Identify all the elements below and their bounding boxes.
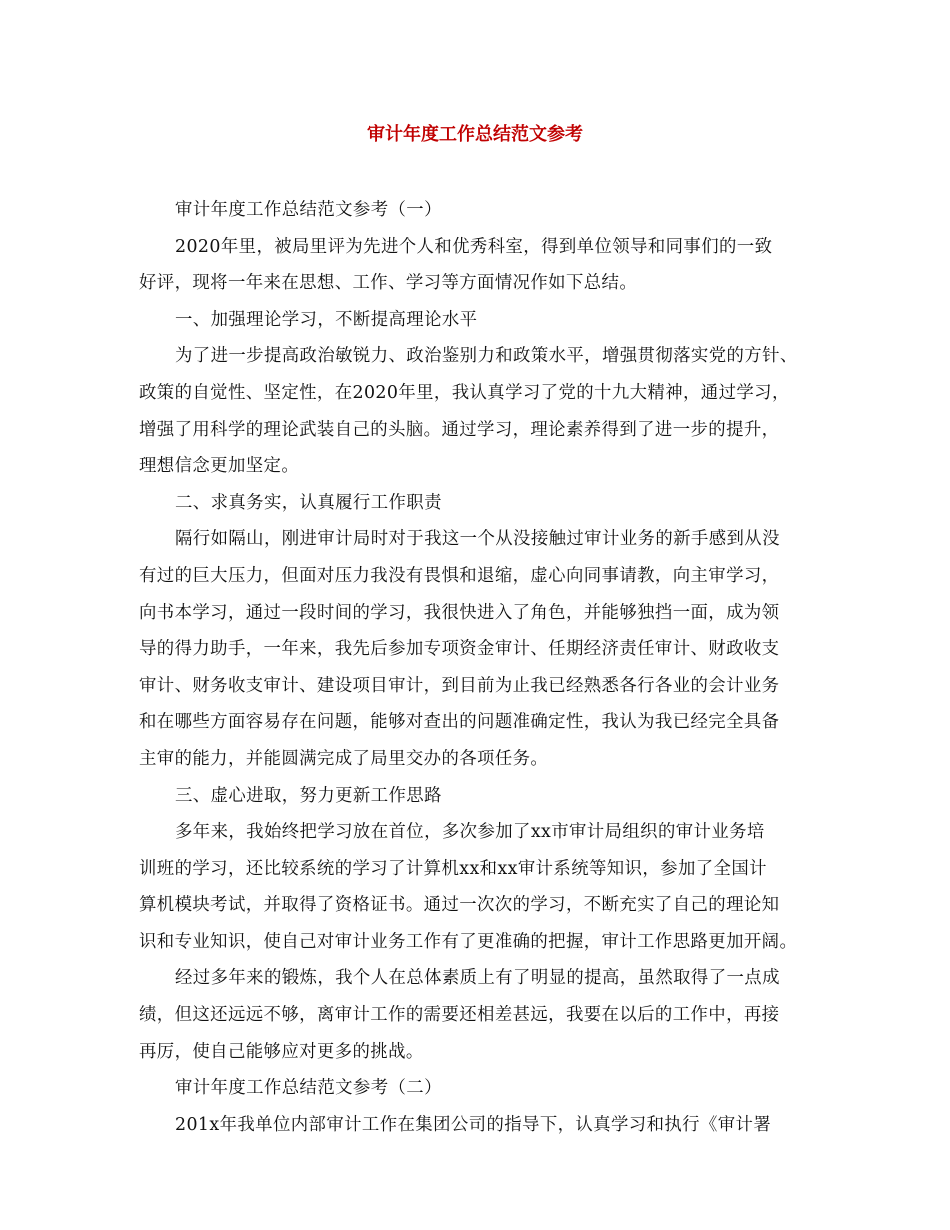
text-line: 向书本学习，通过一段时间的学习，我很快进入了角色，并能够独挡一面，成为领 bbox=[139, 602, 780, 623]
text-line: 训班的学习，还比较系统的学习了计算机xx和xx审计系统等知识，参加了全国计 bbox=[139, 858, 767, 879]
document-body bbox=[139, 192, 819, 1143]
text-line: 再厉，使自己能够应对更多的挑战。 bbox=[139, 1041, 424, 1062]
text-line: 为了进一步提高政治敏锐力、政治鉴别力和政策水平，增强贯彻落实党的方针、 bbox=[175, 346, 798, 367]
text-line: 三、虚心进取，努力更新工作思路 bbox=[175, 785, 442, 806]
text-line: 理想信念更加坚定。 bbox=[139, 456, 300, 477]
text-line: 一、加强理论学习，不断提高理论水平 bbox=[175, 309, 478, 330]
text-line: 隔行如隔山，刚进审计局时对于我这一个从没接触过审计业务的新手感到从没 bbox=[175, 529, 780, 550]
text-line: 算机模块考试，并取得了资格证书。通过一次次的学习，不断充实了自己的理论知 bbox=[139, 895, 780, 916]
text-line: 审计年度工作总结范文参考（二） bbox=[175, 1078, 442, 1099]
text-line: 有过的巨大压力，但面对压力我没有畏惧和退缩，虚心向同事请教，向主审学习， bbox=[139, 565, 780, 586]
text-line: 经过多年来的锻炼，我个人在总体素质上有了明显的提高，虽然取得了一点成 bbox=[175, 968, 780, 989]
text-line: 主审的能力，并能圆满完成了局里交办的各项任务。 bbox=[139, 748, 549, 769]
text-line: 多年来，我始终把学习放在首位，多次参加了xx市审计局组织的审计业务培 bbox=[175, 822, 765, 843]
text-line: 201x年我单位内部审计工作在集团公司的指导下，认真学习和执行《审计署 bbox=[175, 1114, 772, 1135]
text-line: 好评，现将一年来在思想、工作、学习等方面情况作如下总结。 bbox=[139, 273, 638, 294]
document-title: 审计年度工作总结范文参考 bbox=[367, 124, 583, 145]
text-line: 增强了用科学的理论武装自己的头脑。通过学习，理论素养得到了进一步的提升， bbox=[139, 419, 780, 440]
text-line: 和在哪些方面容易存在问题，能够对查出的问题准确定性，我认为我已经完全具备 bbox=[139, 712, 780, 733]
text-line: 2020年里，被局里评为先进个人和优秀科室，得到单位领导和同事们的一致 bbox=[175, 236, 773, 257]
text-line: 识和专业知识，使自己对审计业务工作有了更准确的把握，审计工作思路更加开阔。 bbox=[139, 931, 798, 952]
text-line: 绩，但这还远远不够，离审计工作的需要还相差甚远，我要在以后的工作中，再接 bbox=[139, 1005, 780, 1026]
text-line: 导的得力助手，一年来，我先后参加专项资金审计、任期经济责任审计、财政收支 bbox=[139, 639, 780, 660]
text-line: 二、求真务实，认真履行工作职责 bbox=[175, 492, 442, 513]
text-line: 审计年度工作总结范文参考（一） bbox=[175, 200, 442, 220]
text-line: 审计、财务收支审计、建设项目审计，到目前为止我已经熟悉各行各业的会计业务 bbox=[139, 675, 780, 696]
text-line: 政策的自觉性、坚定性，在2020年里，我认真学习了党的十九大精神，通过学习， bbox=[139, 382, 790, 403]
